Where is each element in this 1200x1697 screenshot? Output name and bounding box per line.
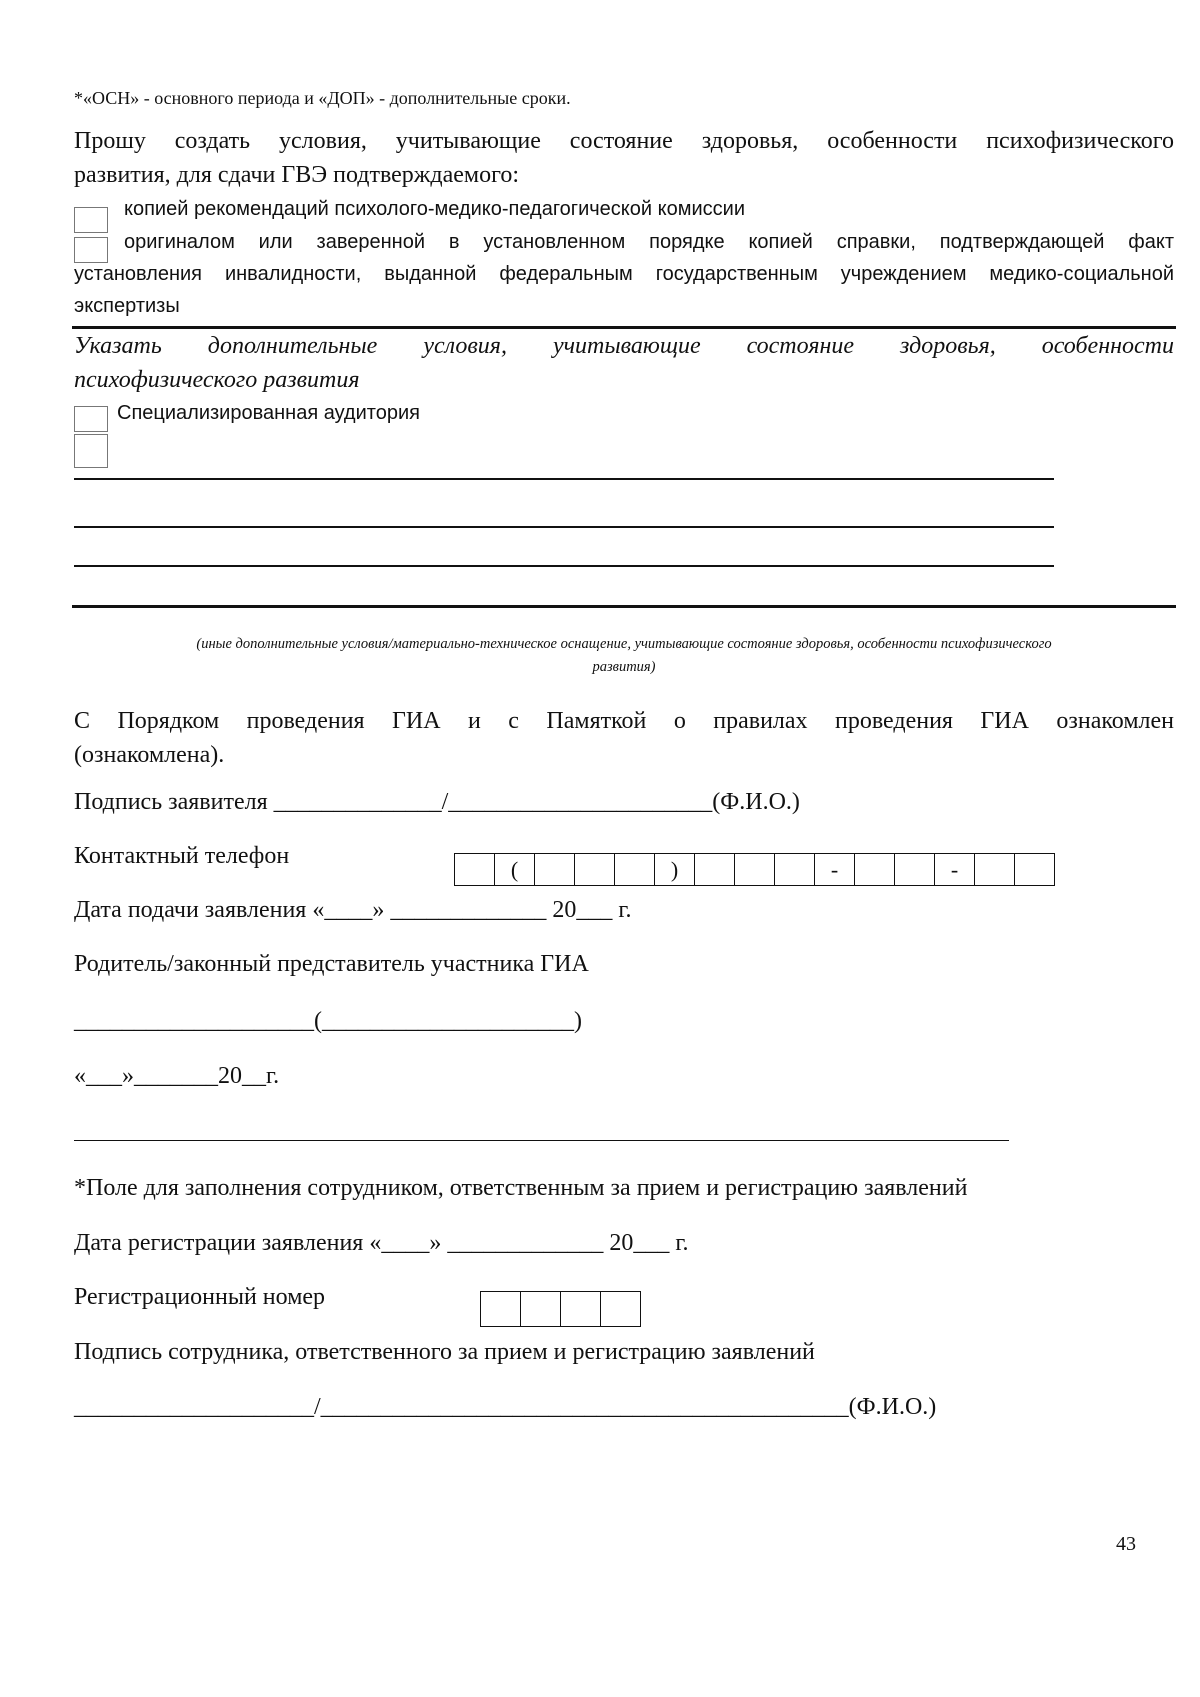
page-number: 43 <box>1116 1533 1136 1555</box>
request-line-2: развития, для сдачи ГВЭ подтверждаемого: <box>74 162 519 188</box>
registration-number-cell[interactable] <box>521 1291 561 1327</box>
contact-phone-grid[interactable] <box>454 853 1055 886</box>
disability-option-line-3: экспертизы <box>74 295 180 317</box>
pmpk-checkbox[interactable] <box>74 207 108 233</box>
acknowledgement-line-2: (ознакомлена). <box>74 742 225 768</box>
phone-cell[interactable] <box>695 853 735 886</box>
phone-cell[interactable] <box>855 853 895 886</box>
staff-signature-label: Подпись сотрудника, ответственного за прием и регистрацию заявлений <box>74 1339 815 1365</box>
phone-cell[interactable] <box>1015 853 1055 886</box>
phone-cell[interactable] <box>455 853 495 886</box>
condition-entry-line-3[interactable] <box>74 565 1054 567</box>
disability-option-line-2: установления инвалидности, выданной федеральным государственным учреждением медико-социальной <box>74 263 1174 285</box>
phone-cell[interactable] <box>735 853 775 886</box>
special-room-label: Специализированная аудитория <box>117 402 420 424</box>
disability-checkbox[interactable] <box>74 237 108 263</box>
registration-date-line[interactable]: Дата регистрации заявления «____» _____________ 20___ г. <box>74 1230 689 1256</box>
special-room-checkbox[interactable] <box>74 406 108 432</box>
phone-cell[interactable]: ) <box>655 853 695 886</box>
registration-number-grid[interactable] <box>480 1291 641 1327</box>
staff-note: *Поле для заполнения сотрудником, ответственным за прием и регистрацию заявлений <box>74 1175 968 1201</box>
conditions-bottom-rule <box>72 605 1176 608</box>
registration-number-cell[interactable] <box>601 1291 641 1327</box>
acknowledgement-line-1: С Порядком проведения ГИА и с Памяткой о правилах проведения ГИА ознакомлен <box>74 708 1174 734</box>
parent-date-line[interactable]: «___»_______20__г. <box>74 1063 280 1089</box>
footnote: *«ОСН» - основного периода и «ДОП» - дополнительные сроки. <box>74 88 571 108</box>
request-line-1: Прошу создать условия, учитывающие состояние здоровья, особенности психофизического <box>74 128 1174 154</box>
conditions-top-rule <box>72 326 1176 329</box>
phone-cell[interactable]: - <box>815 853 855 886</box>
registration-number-label: Регистрационный номер <box>74 1284 326 1310</box>
applicant-signature-line[interactable]: Подпись заявителя ______________/______________________(Ф.И.О.) <box>74 789 800 815</box>
conditions-caption-line-2: развития) <box>592 659 656 675</box>
other-condition-checkbox[interactable] <box>74 434 108 468</box>
pmpk-option-label: копией рекомендаций психолого-медико-педагогической комиссии <box>124 198 745 220</box>
phone-cell[interactable]: - <box>935 853 975 886</box>
condition-entry-line-1[interactable] <box>74 478 1054 480</box>
disability-option-line-1: оригиналом или заверенной в установленном порядке копией справки, подтверждающей факт <box>124 231 1174 253</box>
parent-signature-line[interactable]: ____________________(_____________________) <box>74 1008 582 1034</box>
condition-entry-line-2[interactable] <box>74 526 1054 528</box>
phone-cell[interactable] <box>895 853 935 886</box>
registration-number-cell[interactable] <box>561 1291 601 1327</box>
phone-cell[interactable] <box>535 853 575 886</box>
conditions-heading-line-2: психофизического развития <box>74 367 360 393</box>
contact-phone-label: Контактный телефон <box>74 843 290 869</box>
phone-cell[interactable]: ( <box>495 853 535 886</box>
application-date-line[interactable]: Дата подачи заявления «____» _____________ 20___ г. <box>74 897 632 923</box>
phone-cell[interactable] <box>615 853 655 886</box>
phone-cell[interactable] <box>575 853 615 886</box>
phone-cell[interactable] <box>975 853 1015 886</box>
phone-cell[interactable] <box>775 853 815 886</box>
conditions-caption-line-1: (иные дополнительные условия/материально-техническое оснащение, учитывающие состояние здоровья, особенности психофизического <box>196 636 1052 652</box>
staff-section-divider <box>74 1140 1009 1141</box>
conditions-heading-line-1: Указать дополнительные условия, учитывающие состояние здоровья, особенности <box>74 333 1174 359</box>
parent-label: Родитель/законный представитель участника ГИА <box>74 951 589 977</box>
registration-number-cell[interactable] <box>481 1291 521 1327</box>
staff-signature-line[interactable]: ____________________/____________________________________________(Ф.И.О.) <box>74 1394 937 1420</box>
